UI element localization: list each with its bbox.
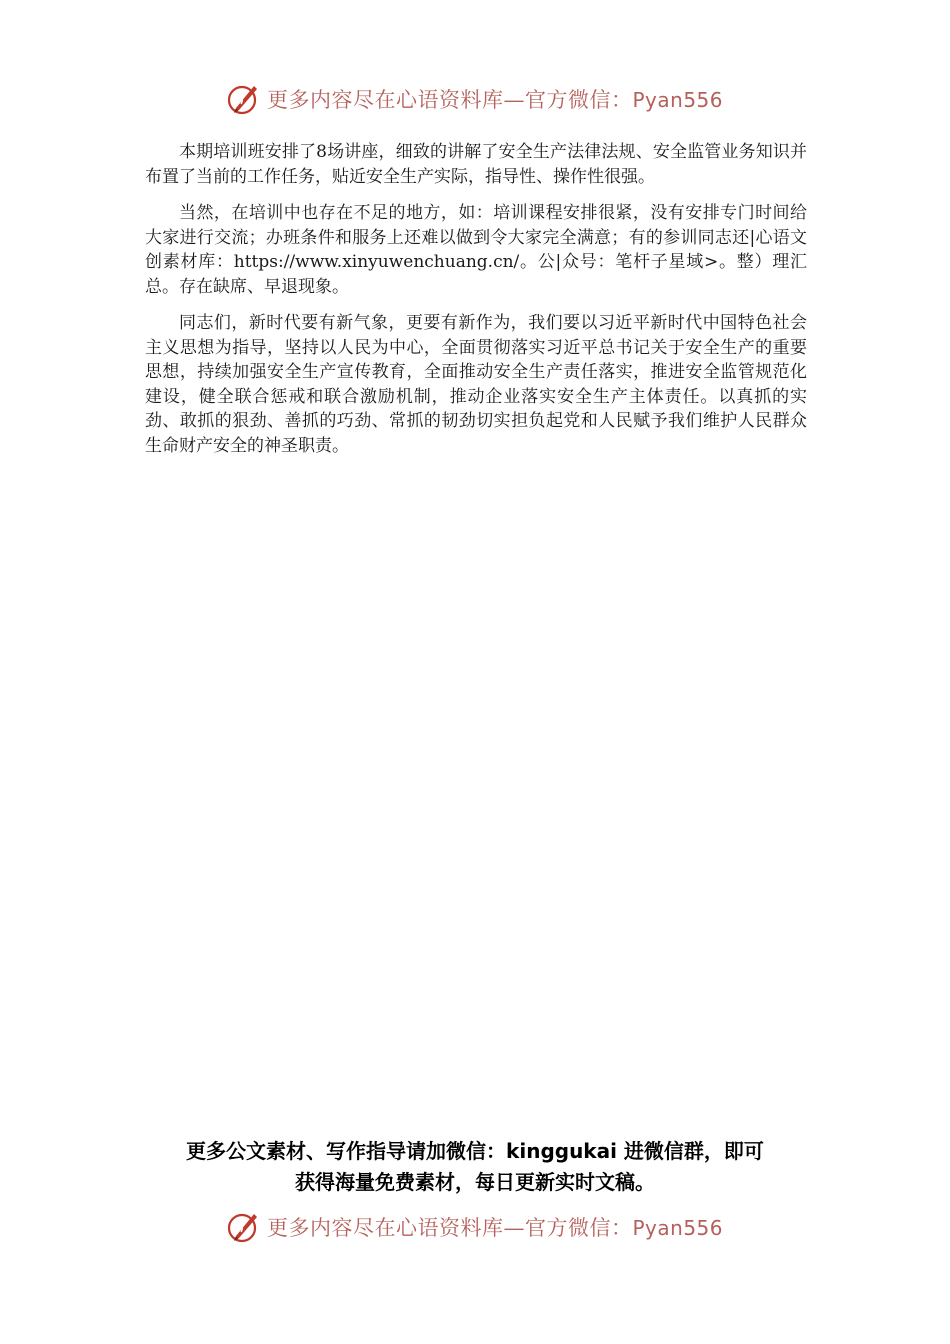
paragraph-2: 当然，在培训中也存在不足的地方，如：培训课程安排很紧，没有安排专门时间给大家进行交流；办班条件和服务上还难以做到令大家完全满意；有的参训同志还|心语文创素材库：https://www.xinyuwenchuang.cn/。公|众号：笔杆子星域>。整）理汇总。存在缺席、早退现象。 <box>145 203 808 297</box>
promo-notice <box>0 1136 950 1198</box>
paragraph-3: 同志们，新时代要有新气象，更要有新作为，我们要以习近平新时代中国特色社会主义思想为指导，坚持以人民为中心，全面贯彻落实习近平总书记关于安全生产的重要思想，持续加强安全生产宣传教育，全面推动安全生产责任落实，推进安全监管规范化建设，健全联合惩戒和联合激励机制，推动企业落实安全生产主体责任。以真抓的实劲、敢抓的狠劲、善抓的巧劲、常抓的韧劲切实担负起党和人民赋予我们维护人民群众生命财产安全的神圣职责。 <box>145 313 807 456</box>
footer-banner-id: Pyan556 <box>632 1216 723 1240</box>
promo-line-1: 更多公文素材、写作指导请加微信：kinggukai 进微信群，即可 <box>186 1139 764 1163</box>
header-banner-text: 更多内容尽在心语资料库—官方微信： <box>266 88 633 112</box>
header-banner-id: Pyan556 <box>632 88 723 112</box>
promo-line-2: 获得海量免费素材，每日更新实时文稿。 <box>295 1170 655 1194</box>
document-body <box>145 140 807 470</box>
quill-pen-logo-icon <box>227 82 261 116</box>
footer-banner-text: 更多内容尽在心语资料库—官方微信： <box>266 1216 633 1240</box>
header-banner <box>0 82 950 116</box>
paragraph-1: 本期培训班安排了8场讲座，细致的讲解了安全生产法律法规、安全监管业务知识并布置了当前的工作任务，贴近安全生产实际，指导性、操作性很强。 <box>145 142 807 187</box>
quill-pen-logo-icon <box>227 1210 261 1244</box>
footer-banner <box>0 1210 950 1244</box>
